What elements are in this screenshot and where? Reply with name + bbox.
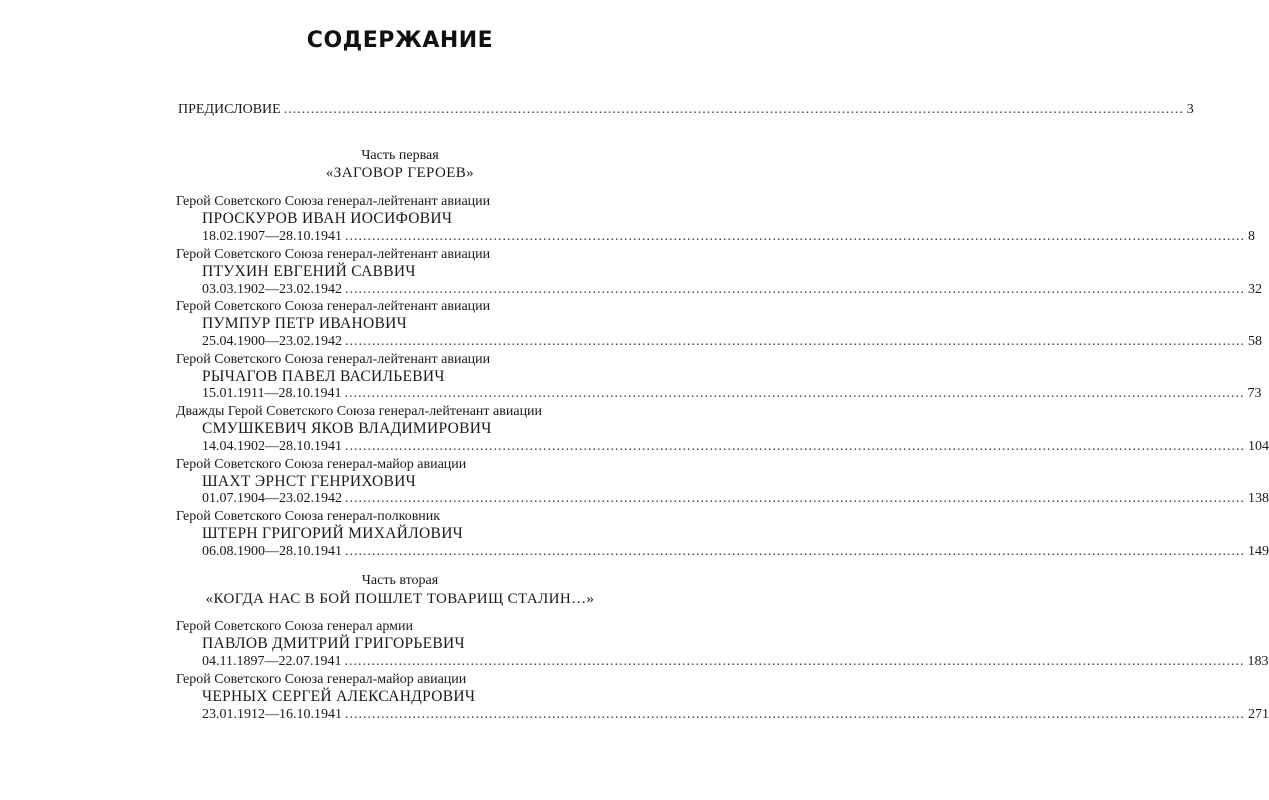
page-number: 58 bbox=[1248, 334, 1262, 349]
entry-rank: Герой Советского Союза генерал-лейтенант авиации bbox=[176, 299, 491, 314]
entry-rank: Герой Советского Союза генерал-лейтенант авиации bbox=[176, 352, 491, 367]
dot-leader: ........................................................................................................................................................................................................ bbox=[345, 491, 1245, 506]
toc-entry-line[interactable] bbox=[202, 490, 1269, 508]
page-number: 271 bbox=[1248, 707, 1269, 722]
page-number: 73 bbox=[1247, 386, 1262, 401]
entry-dates: 04.11.1897—22.07.1941 bbox=[202, 654, 342, 669]
entry-name: РЫЧАГОВ ПАВЕЛ ВАСИЛЬЕВИЧ bbox=[202, 368, 445, 385]
dot-leader: ........................................................................................................................................................................................................ bbox=[344, 654, 1245, 669]
toc-entry-line[interactable] bbox=[202, 653, 1269, 671]
dot-leader: ........................................................................................................................................................................................................ bbox=[345, 707, 1245, 722]
dot-leader: ........................................................................................................................................................................................................ bbox=[345, 544, 1245, 559]
preface-label: ПРЕДИСЛОВИЕ bbox=[178, 102, 281, 117]
page-number: 149 bbox=[1248, 544, 1269, 559]
toc-entry-line[interactable] bbox=[202, 438, 1269, 456]
entry-dates: 03.03.1902—23.02.1942 bbox=[202, 282, 342, 297]
entry-rank: Герой Советского Союза генерал-майор авиации bbox=[176, 457, 467, 472]
entry-name: ПАВЛОВ ДМИТРИЙ ГРИГОРЬЕВИЧ bbox=[202, 635, 465, 652]
entry-name: ШАХТ ЭРНСТ ГЕНРИХОВИЧ bbox=[202, 473, 417, 490]
entry-rank: Дважды Герой Советского Союза генерал-лейтенант авиации bbox=[176, 404, 543, 419]
page-number: 138 bbox=[1248, 491, 1269, 506]
dot-leader: ........................................................................................................................................................................................................ bbox=[283, 102, 1184, 117]
entry-dates: 25.04.1900—23.02.1942 bbox=[202, 334, 342, 349]
dot-leader: ........................................................................................................................................................................................................ bbox=[345, 229, 1245, 244]
entry-dates: 14.04.1902—28.10.1941 bbox=[202, 439, 342, 454]
entry-rank: Герой Советского Союза генерал-майор авиации bbox=[176, 672, 467, 687]
entry-dates: 15.01.1911—28.10.1941 bbox=[202, 386, 342, 401]
dot-leader: ........................................................................................................................................................................................................ bbox=[344, 386, 1245, 401]
toc-entry-line[interactable] bbox=[202, 228, 1255, 246]
part-2-label: Часть вторая bbox=[361, 573, 439, 588]
dot-leader: ........................................................................................................................................................................................................ bbox=[345, 334, 1245, 349]
entry-dates: 23.01.1912—16.10.1941 bbox=[202, 707, 342, 722]
entry-rank: Герой Советского Союза генерал-лейтенант авиации bbox=[176, 247, 491, 262]
dot-leader: ........................................................................................................................................................................................................ bbox=[345, 282, 1245, 297]
entry-dates: 06.08.1900—28.10.1941 bbox=[202, 544, 342, 559]
entry-dates: 01.07.1904—23.02.1942 bbox=[202, 491, 342, 506]
page-title: СОДЕРЖАНИЕ bbox=[306, 28, 494, 53]
entry-dates: 18.02.1907—28.10.1941 bbox=[202, 229, 342, 244]
page-number: 3 bbox=[1186, 102, 1194, 117]
part-2-title: «КОГДА НАС В БОЙ ПОШЛЕТ ТОВАРИЩ СТАЛИН…» bbox=[205, 591, 595, 607]
entry-name: ПУМПУР ПЕТР ИВАНОВИЧ bbox=[202, 315, 407, 332]
toc-entry-line[interactable] bbox=[202, 706, 1269, 724]
part-1-title: «ЗАГОВОР ГЕРОЕВ» bbox=[325, 165, 475, 181]
entry-name: ЧЕРНЫХ СЕРГЕЙ АЛЕКСАНДРОВИЧ bbox=[202, 688, 476, 705]
page-number: 32 bbox=[1248, 282, 1262, 297]
toc-entry-line[interactable] bbox=[202, 281, 1262, 299]
toc-entry-line[interactable] bbox=[202, 333, 1262, 351]
toc-entry-preface[interactable] bbox=[178, 101, 1194, 119]
page-number: 104 bbox=[1248, 439, 1269, 454]
entry-rank: Герой Советского Союза генерал армии bbox=[176, 619, 413, 634]
entry-name: СМУШКЕВИЧ ЯКОВ ВЛАДИМИРОВИЧ bbox=[202, 420, 492, 437]
page-number: 183 bbox=[1247, 654, 1269, 669]
toc-entry-line[interactable] bbox=[202, 385, 1262, 403]
entry-rank: Герой Советского Союза генерал-полковник bbox=[176, 509, 441, 524]
toc-entry-line[interactable] bbox=[202, 543, 1269, 561]
part-1-label: Часть первая bbox=[361, 148, 439, 163]
page-number: 8 bbox=[1248, 229, 1255, 244]
entry-name: ШТЕРН ГРИГОРИЙ МИХАЙЛОВИЧ bbox=[202, 525, 464, 542]
dot-leader: ........................................................................................................................................................................................................ bbox=[345, 439, 1245, 454]
entry-name: ПТУХИН ЕВГЕНИЙ САВВИЧ bbox=[202, 263, 416, 280]
entry-name: ПРОСКУРОВ ИВАН ИОСИФОВИЧ bbox=[202, 210, 453, 227]
entry-rank: Герой Советского Союза генерал-лейтенант авиации bbox=[176, 194, 491, 209]
